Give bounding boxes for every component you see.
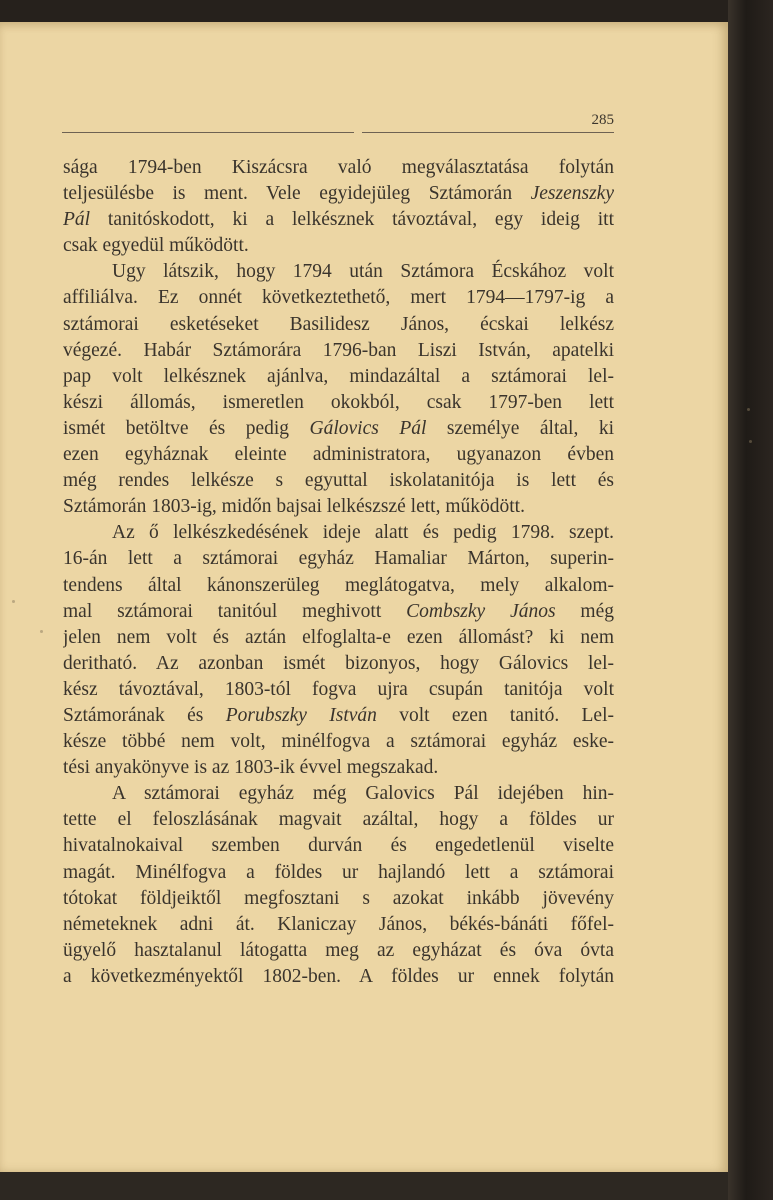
text-line: ezen egyháznak eleinte administratora, ugyanazon évben bbox=[63, 444, 614, 466]
text-line: kész távoztával, 1803-tól fogva ujra csupán tanitója volt bbox=[63, 678, 614, 700]
scan-top-edge bbox=[0, 0, 730, 22]
text-segment: volt ezen tanitó. Lel- bbox=[376, 704, 614, 726]
italic-name: Pál bbox=[63, 209, 91, 231]
text-line bbox=[63, 207, 614, 233]
text-line: tendens által kánonszerüleg meglátogatva, mely alkalom- bbox=[63, 574, 614, 596]
text-line: a következményektől 1802-ben. A földes ur ennek folytán bbox=[63, 965, 614, 987]
page-number: 285 bbox=[591, 112, 614, 128]
text-line: pap volt lelkésznek ajánlva, mindazáltal a sztámorai lel- bbox=[63, 365, 614, 387]
text-line: németeknek adni át. Klaniczay János, békés-bánáti főfel- bbox=[63, 913, 614, 935]
text-line: tési anyakönyve is az 1803-ik évvel megszakad. bbox=[63, 757, 439, 779]
text-segment: személye által, ki bbox=[426, 417, 614, 439]
text-segment: még bbox=[555, 600, 614, 622]
running-header bbox=[62, 112, 614, 134]
text-line: készi állomás, ismeretlen okokból, csak 1797-ben lett bbox=[63, 391, 614, 413]
italic-name: Jeszenszky bbox=[530, 183, 614, 205]
text-line: sága 1794-ben Kiszácsra való megválasztatása folytán bbox=[63, 157, 614, 178]
text-line: Sztámorán 1803-ig, midőn bajsai lelkészszé lett, működött. bbox=[63, 496, 525, 518]
text-line bbox=[63, 181, 614, 207]
text-line: ügyelő hasztalanul látogatta meg az egyházat és óva óvta bbox=[63, 939, 614, 961]
text-line: tette el feloszlásának magvait azáltal, hogy a földes ur bbox=[63, 809, 614, 831]
text-line: tótokat földjeiktől megfosztani s azokat inkább jövevény bbox=[63, 887, 614, 909]
text-line bbox=[63, 703, 614, 729]
text-line: affiliálva. Ez onnét következtethető, mert 1794—1797-ig a bbox=[63, 287, 614, 309]
text-line: végezé. Habár Sztámorára 1796-ban Liszi István, apatelki bbox=[63, 339, 614, 361]
italic-name: Gálovics Pál bbox=[309, 417, 427, 439]
text-line: Ugy látszik, hogy 1794 után Sztámora Écskához volt bbox=[112, 261, 614, 283]
body-text bbox=[63, 155, 614, 990]
text-segment: Sztámorának és bbox=[63, 704, 226, 726]
italic-name: Combszky János bbox=[406, 600, 556, 622]
header-rule bbox=[62, 132, 354, 133]
italic-name: Porubszky István bbox=[225, 704, 377, 726]
page-speck bbox=[12, 600, 15, 603]
text-segment: teljesülésbe is ment. Vele egyidejüleg Sztámorán bbox=[63, 183, 531, 205]
binding-speck bbox=[749, 440, 752, 443]
text-line: 16-án lett a sztámorai egyház Hamaliar Márton, superin- bbox=[63, 548, 614, 570]
text-line: csak egyedül működött. bbox=[63, 235, 249, 257]
book-binding bbox=[728, 0, 773, 1200]
text-line: még rendes lelkésze s egyuttal iskolatanitója is lett és bbox=[63, 470, 614, 492]
text-line: A sztámorai egyház még Galovics Pál idejében hin- bbox=[112, 783, 614, 805]
text-line: hivatalnokaival szemben durván és engedetlenül viselte bbox=[63, 835, 614, 857]
binding-speck bbox=[747, 408, 750, 411]
text-line: jelen nem volt és aztán elfoglalta-e ezen állomást? ki nem bbox=[63, 626, 614, 648]
text-segment: mal sztámorai tanitóul meghivott bbox=[63, 600, 407, 622]
text-segment: tanitóskodott, ki a lelkésznek távoztával, egy ideig itt bbox=[90, 209, 614, 231]
text-line: magát. Minélfogva a földes ur hajlandó lett a sztámorai bbox=[63, 861, 614, 883]
text-segment: ismét betöltve és pedig bbox=[63, 417, 310, 439]
header-rule bbox=[362, 132, 614, 133]
text-line bbox=[63, 599, 614, 625]
text-line: deritható. Az azonban ismét bizonyos, hogy Gálovics lel- bbox=[63, 652, 614, 674]
text-line bbox=[63, 416, 614, 442]
page-speck bbox=[40, 630, 43, 633]
text-line: késze többé nem volt, minélfogva a sztámorai egyház eske- bbox=[63, 731, 614, 753]
text-line: Az ő lelkészkedésének ideje alatt és pedig 1798. szept. bbox=[112, 522, 614, 544]
text-line: sztámorai esketéseket Basilidesz János, écskai lelkész bbox=[63, 313, 614, 335]
